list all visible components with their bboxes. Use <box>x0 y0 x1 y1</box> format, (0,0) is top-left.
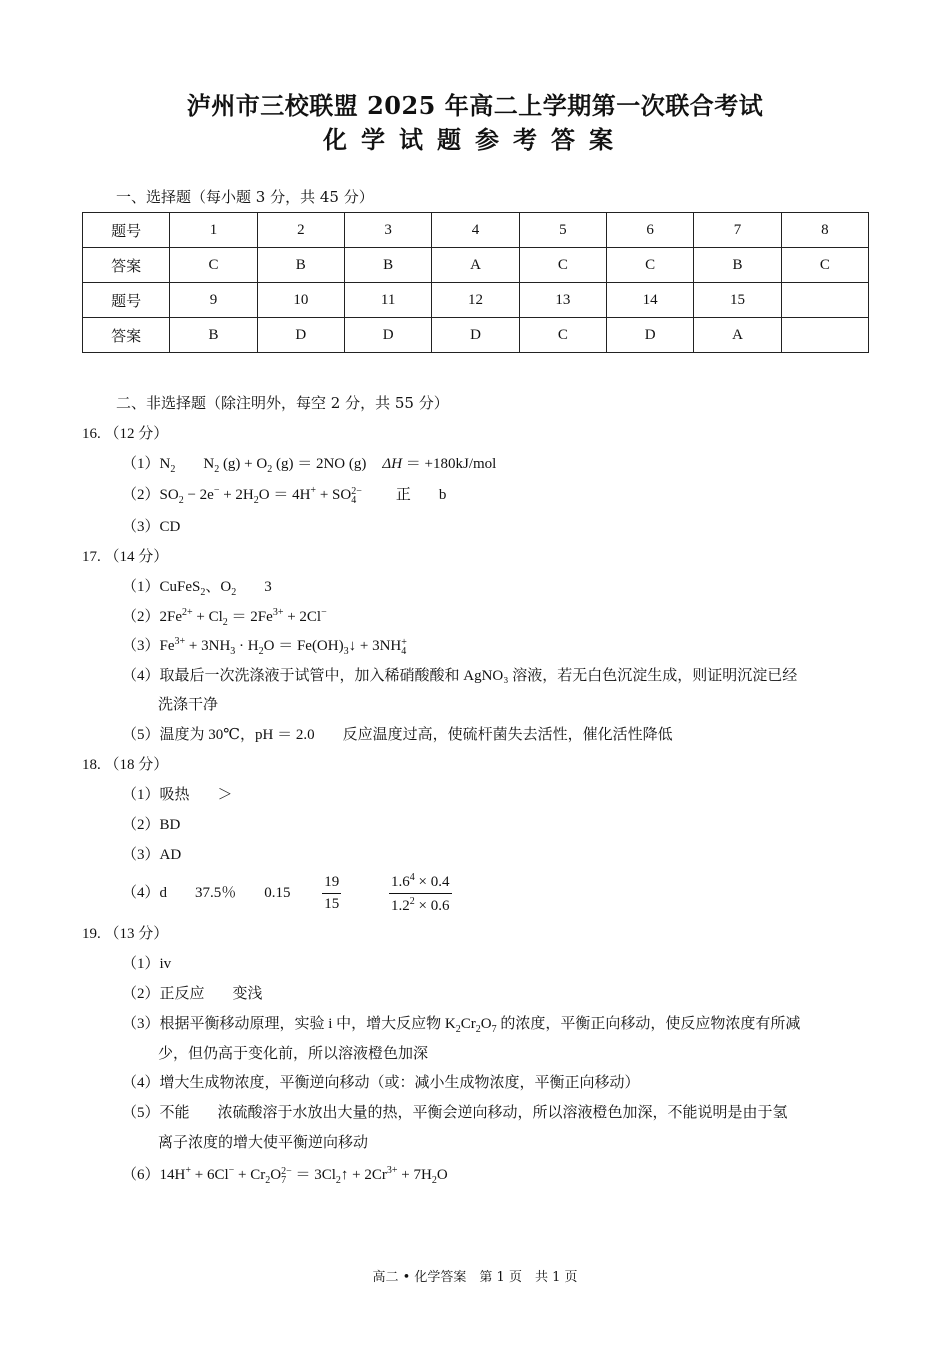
table-cell: 15 <box>694 283 781 318</box>
q18-heading: 18. （18 分） <box>82 757 169 773</box>
table-cell: D <box>432 318 519 353</box>
table-cell: 14 <box>607 283 694 318</box>
table-row <box>83 318 869 353</box>
table-cell: 11 <box>344 283 431 318</box>
q19-answer-5-cont: 离子浓度的增大使平衡逆向移动 <box>158 1135 369 1151</box>
table-cell: D <box>607 318 694 353</box>
table-row <box>83 283 869 318</box>
q16-heading: 16. （12 分） <box>82 426 169 442</box>
table-cell: 4 <box>432 213 519 248</box>
table-cell: A <box>432 248 519 283</box>
table-cell: 2 <box>257 213 344 248</box>
table-cell: C <box>607 248 694 283</box>
q19-answer-5: （5）不能 浓硫酸溶于水放出大量的热，平衡会逆向移动，所以溶液橙色加深，不能说明是由于氢 <box>122 1105 788 1121</box>
table-cell: D <box>344 318 431 353</box>
table-cell: 1 <box>170 213 257 248</box>
q17-answer-5: （5）温度为 30℃，pH ＝ 2.0 反应温度过高，使硫杆菌失去活性，催化活性降低 <box>122 727 673 743</box>
document-title: 泸州市三校联盟 2025 年高二上学期第一次联合考试 <box>186 91 764 120</box>
q17-answer-1: （1）CuFeS$_2$、$O_2$ 3 <box>122 579 272 598</box>
table-cell: C <box>519 318 606 353</box>
q17-answer-2: $(2)2Fe^{2+} + Cl_2 = 2Fe^{3+} + 2Cl^-$ <box>122 607 327 628</box>
q18-answer-4: （4）d 37.5％ 0.15 $\frac{19}{15}$ $\frac{1.6^4 \times 0.4}{1.2^2 \times 0.6}$ <box>122 872 450 914</box>
table-row-label: 题号 <box>83 283 170 318</box>
table-cell: 13 <box>519 283 606 318</box>
table-cell: D <box>257 318 344 353</box>
table-cell <box>781 283 868 318</box>
table-cell: A <box>694 318 781 353</box>
table-cell <box>781 318 868 353</box>
table-cell: 10 <box>257 283 344 318</box>
q16-answer-3: （3）CD <box>122 519 181 535</box>
table-cell: C <box>170 248 257 283</box>
page-footer: 高二 • 化学答案 第 1 页 共 1 页 <box>372 1270 578 1285</box>
table-row <box>83 248 869 283</box>
table-row-label: 答案 <box>83 248 170 283</box>
q18-answer-1: （1）吸热 ＞ <box>122 787 233 803</box>
table-cell: 7 <box>694 213 781 248</box>
table-cell: B <box>344 248 431 283</box>
section2-heading: 二、非选择题（除注明外，每空 2 分，共 55 分） <box>116 394 449 412</box>
table-cell: 5 <box>519 213 606 248</box>
table-row <box>83 213 869 248</box>
table-cell: C <box>781 248 868 283</box>
table-cell: 9 <box>170 283 257 318</box>
q19-answer-6: $(6)14H^+ + 6Cl^- + Cr_2O$ 2− 7 ＝ $3Cl_2↑ + 2Cr^{3+} + 7H_2O$ <box>122 1165 448 1186</box>
q17-answer-3: $(3)Fe^{3+} + 3NH_3 \cdot H_2O$ ＝ $Fe(OH)_3↓ + 3NH$ + 4 <box>122 636 407 657</box>
q18-answer-3: （3）AD <box>122 847 182 863</box>
q19-answer-3-cont: 少，但仍高于变化前，所以溶液橙色加深 <box>158 1046 429 1062</box>
q16-answer-1: $(1)N_2$ $N_2$ $(g) + O_2$ (g) ＝ 2NO (g) ΔH ＝ +180kJ/mol <box>122 456 497 475</box>
q19-answer-3: （3）根据平衡移动原理，实验 i 中，增大反应物 $K_2Cr_2O_7$ 的浓度，平衡正向移动，使反应物浓度有所减 <box>122 1016 801 1035</box>
q19-heading: 19. （13 分） <box>82 926 169 942</box>
table-cell: 3 <box>344 213 431 248</box>
q19-answer-1: （1）iv <box>122 956 172 972</box>
q17-answer-4-cont: 洗涤干净 <box>158 697 219 713</box>
answer-table <box>82 212 869 353</box>
table-row-label: 答案 <box>83 318 170 353</box>
q19-answer-4: （4）增大生成物浓度，平衡逆向移动（或：减小生成物浓度，平衡正向移动） <box>122 1075 640 1091</box>
table-row-label: 题号 <box>83 213 170 248</box>
q17-heading: 17. （14 分） <box>82 549 169 565</box>
table-cell: B <box>257 248 344 283</box>
q19-answer-2: （2）正反应 变浅 <box>122 986 263 1002</box>
table-cell: 6 <box>607 213 694 248</box>
q16-answer-2: $(2)SO_2 - 2e^- + 2H_2O = 4H^+$ + SO 2− 4 正 b <box>122 485 447 506</box>
table-cell: 8 <box>781 213 868 248</box>
table-cell: B <box>694 248 781 283</box>
table-cell: 12 <box>432 283 519 318</box>
section1-heading: 一、选择题（每小题 3 分，共 45 分） <box>116 188 374 206</box>
document-subtitle: 化学试题参考答案 <box>323 125 627 154</box>
q18-answer-2: （2）BD <box>122 817 181 833</box>
table-cell: C <box>519 248 606 283</box>
table-cell: B <box>170 318 257 353</box>
q17-answer-4: （4）取最后一次洗涤液于试管中，加入稀硝酸酸和 AgNO₃ 溶液，若无白色沉淀生成，则证明沉淀已经 <box>122 668 798 684</box>
